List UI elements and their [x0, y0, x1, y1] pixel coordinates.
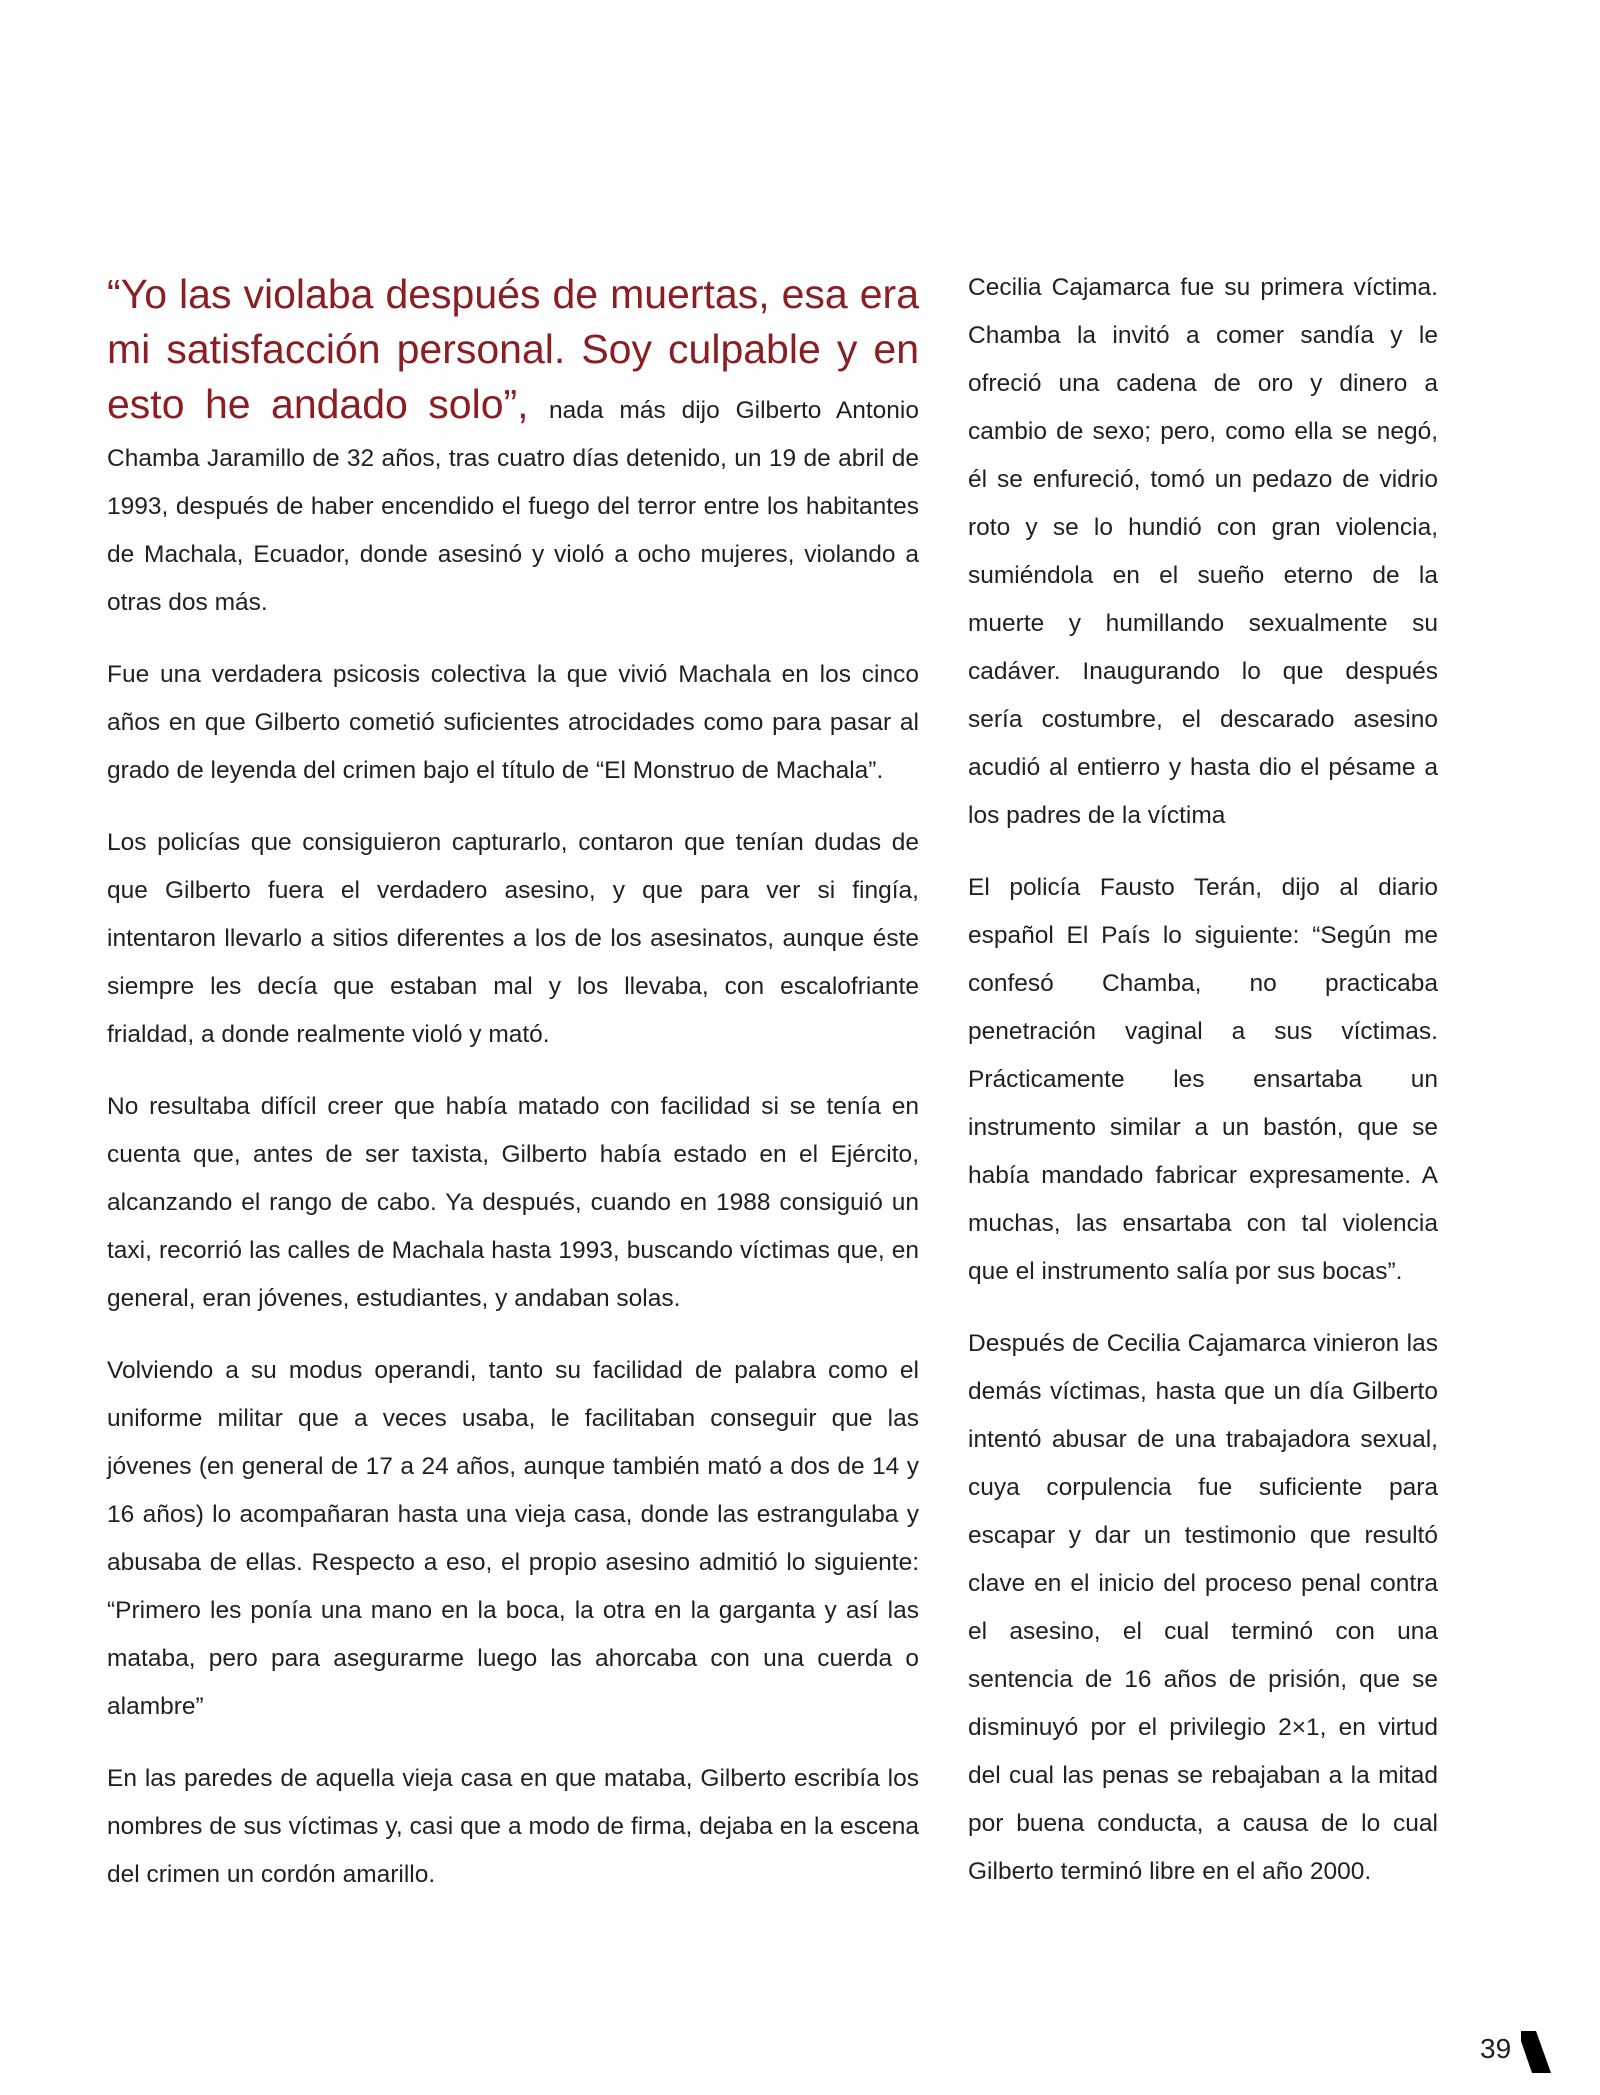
body-paragraph: Cecilia Cajamarca fue su primera víctima. Chamba la invitó a comer sandía y le ofreció una cadena de oro y dinero a cambio de sexo; pero, como ella se negó, él se enfureció, tomó un pedazo de vidrio roto y se lo hundió con gran violencia, sumiéndola en el sueño eterno de la muerte y humillando sexualmente su cadáver. Inaugurando lo que después sería costumbre, el descarado asesino acudió al entierro y hasta dio el pésame a los padres de la víctima [968, 274, 1438, 829]
pull-quote: “Yo las violaba después de muertas, esa era mi satisfacción personal. Soy culpable y en esto he andado solo”, [107, 271, 919, 427]
page-corner-marker-icon [1521, 2031, 1551, 2073]
page-number: 39 [1480, 2033, 1512, 2064]
left-column [107, 270, 919, 1923]
right-column [968, 264, 1438, 1920]
body-paragraph: Volviendo a su modus operandi, tanto su facilidad de palabra como el uniforme militar que a veces usaba, le facilitaban conseguir que las jóvenes (en general de 17 a 24 años, aunque también mató a dos de 14 y 16 años) lo acompañaran hasta una vieja casa, donde las estrangulaba y abusaba de ellas. Respecto a eso, el propio asesino admitió lo siguiente: “Primero les ponía una mano en la boca, la otra en la garganta y así las mataba, pero para asegurarme luego las ahorcaba con una cuerda o alambre” [107, 1357, 919, 1720]
body-paragraph: No resultaba difícil creer que había matado con facilidad si se tenía en cuenta que, antes de ser taxista, Gilberto había estado en el Ejército, alcanzando el rango de cabo. Ya después, cuando en 1988 consiguió un taxi, recorrió las calles de Machala hasta 1993, buscando víctimas que, en general, eran jóvenes, estudiantes, y andaban solas. [107, 1093, 919, 1312]
body-paragraph: Fue una verdadera psicosis colectiva la que vivió Machala en los cinco años en que Gilberto cometió suficientes atrocidades como para pasar al grado de leyenda del crimen bajo el título de “El Monstruo de Machala”. [107, 661, 919, 784]
body-paragraph: En las paredes de aquella vieja casa en que mataba, Gilberto escribía los nombres de sus víctimas y, casi que a modo de firma, dejaba en la escena del crimen un cordón amarillo. [107, 1765, 919, 1888]
body-paragraph: El policía Fausto Terán, dijo al diario español El País lo siguiente: “Según me confesó Chamba, no practicaba penetración vaginal a sus víctimas. Prácticamente les ensartaba un instrumento similar a un bastón, que se había mandado fabricar expresamente. A muchas, las ensartaba con tal violencia que el instrumento salía por sus bocas”. [968, 874, 1438, 1285]
intro-text: nada más dijo Gilberto Antonio Chamba Jaramillo de 32 años, tras cuatro días detenido, un 19 de abril de 1993, después de haber encendido el fuego del terror entre los habitantes de Machala, Ecuador, donde asesinó y violó a ocho mujeres, violando a otras dos más. [107, 397, 919, 616]
body-paragraph: Después de Cecilia Cajamarca vinieron las demás víctimas, hasta que un día Gilberto intentó abusar de una trabajadora sexual, cuya corpulencia fue suficiente para escapar y dar un testimonio que resultó clave en el inicio del proceso penal contra el asesino, el cual terminó con una sentencia de 16 años de prisión, que se disminuyó por el privilegio 2×1, en virtud del cual las penas se rebajaban a la mitad por buena conducta, a causa de lo cual Gilberto terminó libre en el año 2000. [968, 1330, 1438, 1885]
body-paragraph: Los policías que consiguieron capturarlo, contaron que tenían dudas de que Gilberto fuera el verdadero asesino, y que para ver si fingía, intentaron llevarlo a sitios diferentes a los de los asesinatos, aunque éste siempre les decía que estaban mal y los llevaba, con escalofriante frialdad, a donde realmente violó y mató. [107, 829, 919, 1048]
intro-paragraph [107, 270, 919, 627]
